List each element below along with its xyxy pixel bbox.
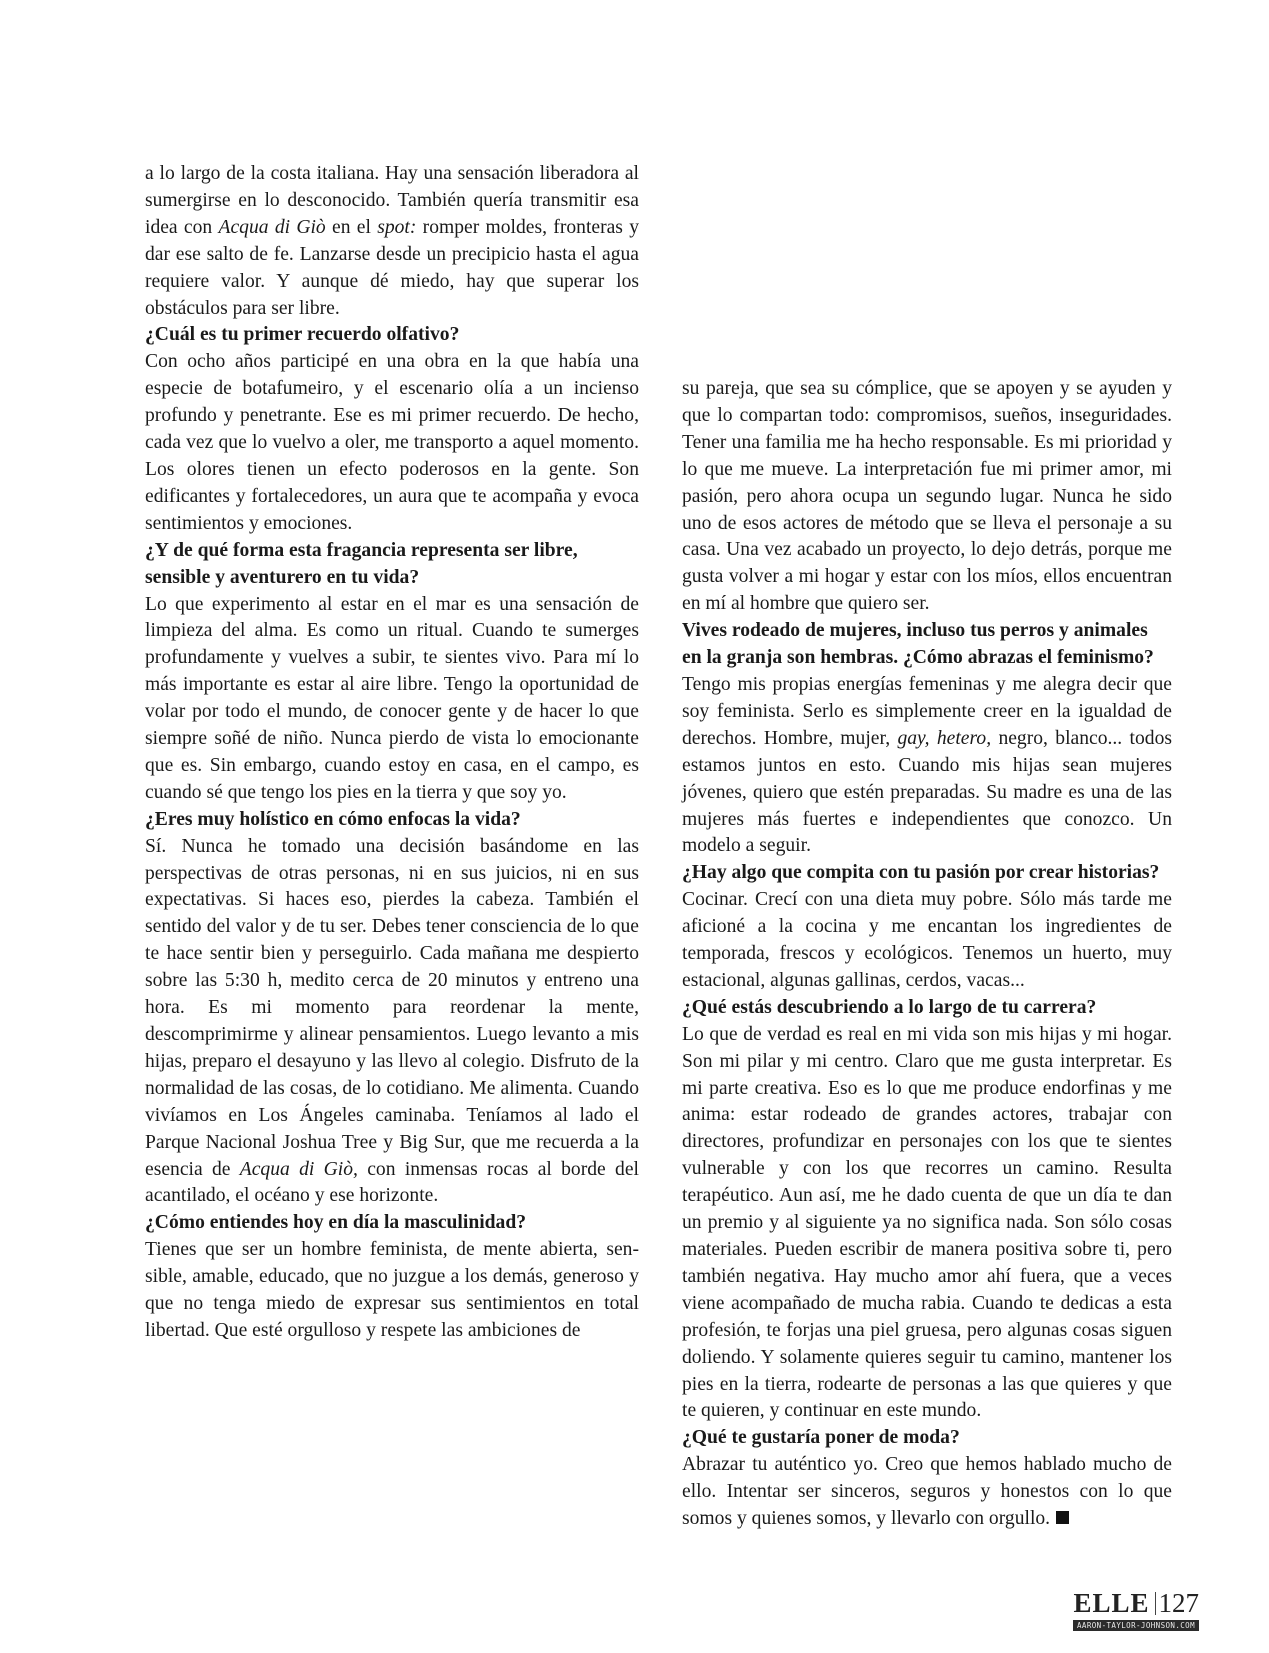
interview-question: ¿Qué te gustaría poner de moda? xyxy=(682,1427,960,1449)
body-paragraph: Tienes que ser un hombre feminista, de mente abierta, sensible, amable, educado, que no juzgue a los demás, generoso y que no tenga miedo de expresar sus sentimientos en total libertad. Que esté orgulloso y respete las ambiciones de xyxy=(145,1239,639,1341)
body-paragraph: Tengo mis propias energías femeninas y me alegra decir que soy feminista. Serlo es simplemente creer en la igualdad de derechos. Hombre, mujer, gay, hetero, negro, blanco... todos estamos juntos en esto. Cuando mis hijas sean mujeres jóvenes, quiero que estén preparadas. Su madre es una de las mujeres más fuertes e independientes que conozco. Un modelo a seguir. xyxy=(682,673,1172,857)
interview-question: ¿Hay algo que compita con tu pasión por crear historias? xyxy=(682,862,1160,884)
body-paragraph: su pareja, que sea su cómplice, que se apoyen y se ayuden y que lo compartan todo: compromisos, sueños, inseguridades. Tener una familia me ha hecho responsable. Es mi prioridad y lo que me mueve. La interpretación fue mi primer amor, mi pasión, pero ahora ocupa un segundo lugar. Nunca he sido uno de esos actores de método que se lleva el personaje a su casa. Una vez acabado un proyecto, lo dejo detrás, porque me gusta volver a mi hogar y estar con los míos, ellos encuentran en mí al hombre que quiero ser. xyxy=(682,378,1172,615)
interview-question: ¿Y de qué forma esta fragancia representa ser libre, sensible y aventurero en tu vida? xyxy=(145,539,578,588)
article-column-left xyxy=(145,161,639,1345)
interview-question: ¿Qué estás descubriendo a lo largo de tu carrera? xyxy=(682,996,1097,1018)
interview-question: ¿Eres muy holístico en cómo enfocas la vida? xyxy=(145,808,521,830)
folio-divider xyxy=(1155,1592,1156,1615)
interview-question: ¿Cuál es tu primer recuerdo olfativo? xyxy=(145,324,460,346)
folio xyxy=(1073,1590,1199,1617)
page-number: 127 xyxy=(1158,1588,1199,1618)
page-footer xyxy=(1073,1590,1199,1631)
body-paragraph: a lo largo de la costa italiana. Hay una sensación liberadora al sumergirse en lo desconocido. También quería transmitir esa idea con Acqua di Giò en el spot: romper moldes, fronteras y dar ese salto de fe. Lanzarse desde un precipicio hasta el agua requiere valor. Y aunque dé miedo, hay que superar los obstáculos para ser libre. xyxy=(145,163,639,319)
interview-question: ¿Cómo entiendes hoy en día la masculinidad? xyxy=(145,1212,527,1234)
site-watermark: AARON-TAYLOR-JOHNSON.COM xyxy=(1073,1620,1199,1631)
body-paragraph: Cocinar. Crecí con una dieta muy pobre. Sólo más tarde me aficioné a la cocina y me encantan los ingredientes de temporada, frescos y ecológicos. Tenemos un huerto, muy estacional, algunas gallinas, cerdos, vacas... xyxy=(682,889,1172,991)
interview-question: Vives rodeado de mujeres, incluso tus perros y animales en la granja son hembras. ¿Cómo abrazas el feminismo? xyxy=(682,620,1154,669)
article-end-mark xyxy=(1056,1511,1069,1524)
body-paragraph: Lo que experimento al estar en el mar es una sensación de limpieza del alma. Es como un ritual. Cuando te sumerges profundamente y vuelves a subir, te sientes vivo. Para mí lo más importante es estar al aire libre. Tengo la oportunidad de volar por todo el mundo, de conocer gente y de hacer lo que siempre soñé de niño. Nunca pierdo de vista lo emocionante que es. Sin embargo, cuando estoy en casa, en el campo, es cuando sé que tengo los pies en la tierra y que soy yo. xyxy=(145,593,639,803)
magazine-logo: ELLE xyxy=(1073,1588,1150,1618)
article-column-right xyxy=(682,376,1172,1533)
body-paragraph: Lo que de verdad es real en mi vida son mis hijas y mi hogar. Son mi pilar y mi centro. Claro que me gusta interpretar. Es mi parte creativa. Eso es lo que me produce endorfinas y me anima: estar rodeado de grandes actores, trabajar con directores, profundizar en personajes con los que te sientes vulnerable y con los que recorres un camino. Resulta terapéutico. Aun así, me he dado cuenta de que un día te dan un premio y al siguiente ya no significa nada. Son sólo cosas materiales. Pueden escribir de manera positiva sobre ti, pero también negativa. Hay mucho amor ahí fuera, que a veces viene acompañado de mucha rabia. Cuando te dedicas a esta profesión, te forjas una piel gruesa, pero algunas cosas siguen doliendo. Y solamente quieres seguir tu camino, mantener los pies en la tierra, rodearte de personas a las que quieres y que te quieren, y continuar en este mundo. xyxy=(682,1023,1172,1422)
body-paragraph: Sí. Nunca he tomado una decisión basándome en las perspectivas de otras personas, ni en sus juicios, ni en sus expectativas. Si haces eso, pierdes la cabeza. También el sentido del valor y de tu ser. Debes tener consciencia de lo que te hace sentir bien y perseguirlo. Cada mañana me despierto sobre las 5:30 h, medito cerca de 20 minutos y entreno una hora. Es mi momento para reordenar la mente, descomprimirme y alinear pensamientos. Luego levanto a mis hijas, preparo el desayuno y las llevo al colegio. Disfruto de la normalidad de las cosas, de lo cotidiano. Me alimenta. Cuando vivíamos en Los Ángeles caminaba. Teníamos al lado el Parque Nacional Joshua Tree y Big Sur, que me recuerda a la esencia de Acqua di Giò, con inmensas rocas al borde del acantilado, el océano y ese horizonte. xyxy=(145,835,639,1207)
body-paragraph: Con ocho años participé en una obra en la que había una especie de botafumeiro, y el escenario olía a un incienso profundo y penetrante. Ese es mi primer recuerdo. De hecho, cada vez que lo vuelvo a oler, me transporto a aquel momento. Los olores tienen un efecto poderosos en la gente. Son edificantes y fortalecedores, un aura que te acompaña y evoca sentimientos y emociones. xyxy=(145,351,639,534)
body-paragraph: Abrazar tu auténtico yo. Creo que hemos hablado mucho de ello. Intentar ser sinceros, seguros y honestos con lo que somos y quienes somos, y llevarlo con orgullo. xyxy=(682,1454,1172,1530)
